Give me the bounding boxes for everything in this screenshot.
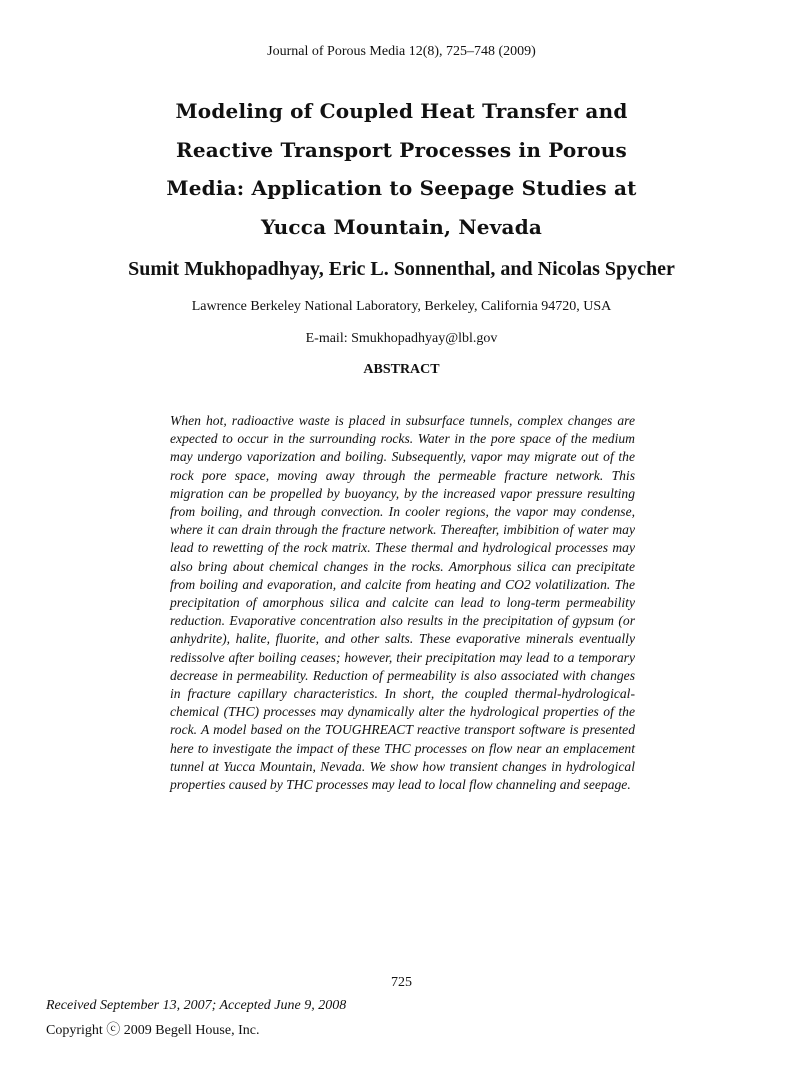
paper-title (90, 92, 713, 246)
journal-reference: Journal of Porous Media 12(8), 725–748 (2009) (267, 44, 536, 59)
abstract-heading: ABSTRACT (363, 362, 440, 377)
abstract-text: When hot, radioactive waste is placed in subsurface tunnels, complex changes are expected to occur in the surrounding rocks. Water in the pore space of the medium may undergo vaporization and boiling. Subsequently, vapor may migrate out of the rock pore space, moving away through the permeable fracture network. This migration can be propelled by buoyancy, by the increased vapor pressure resulting from boiling, and through convection. In cooler regions, the vapor may condense, where it can drain through the fracture network. Thereafter, imbibition of water may lead to rewetting of the rock matrix. These thermal and hydrological processes may also bring about chemical changes in the rocks. Amorphous silica can precipitate from boiling and evaporation, and calcite from heating and CO2 volatilization. The precipitation of amorphous silica and calcite can lead to long-term permeability reduction. Evaporative concentration also results in the precipitation of gypsum (or anhydrite), halite, fluorite, and other salts. These evaporative minerals eventually redissolve after boiling ceases; however, their precipitation may lead to a temporary decrease in permeability. Reduction of permeability is also associated with changes in fracture capillary characteristics. In short, the coupled thermal-hydrological-chemical (THC) processes may dynamically alter the hydrological properties of the rock. A model based on the TOUGHREACT reactive transport software is presented here to investigate the impact of these THC processes on flow near an emplacement tunnel at Yucca Mountain, Nevada. We show how transient changes in hydrological properties caused by THC processes may lead to local flow channeling and seepage. (170, 413, 635, 793)
copyright-notice: Copyright ⓒ 2009 Begell House, Inc. (46, 1023, 260, 1038)
title-line: Modeling of Coupled Heat Transfer and (175, 99, 628, 123)
received-dates: Received September 13, 2007; Accepted June 9, 2008 (46, 998, 347, 1013)
title-line: Yucca Mountain, Nevada (260, 214, 543, 239)
contact-email[interactable]: E-mail: Smukhopadhyay@lbl.gov (305, 331, 498, 346)
title-line: Reactive Transport Processes in Porous (176, 137, 627, 162)
page-number: 725 (391, 975, 412, 990)
title-line: Media: Application to Seepage Studies at (166, 176, 637, 200)
author-list: Sumit Mukhopadhyay, Eric L. Sonnenthal, and Nicolas Spycher (128, 258, 675, 280)
affiliation: Lawrence Berkeley National Laboratory, Berkeley, California 94720, USA (191, 299, 612, 314)
